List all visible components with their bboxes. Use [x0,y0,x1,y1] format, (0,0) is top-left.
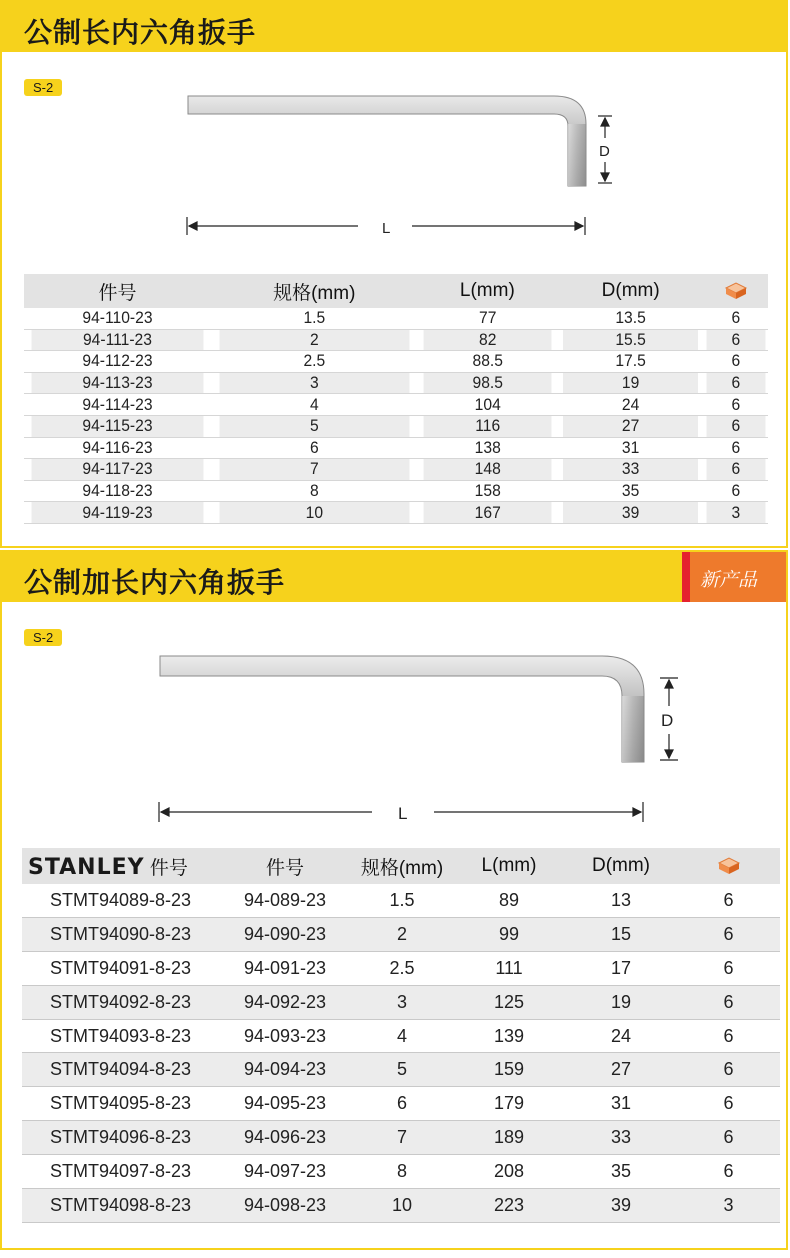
table-row [24,351,768,373]
cell-pack-qty: 6 [677,1121,780,1155]
cell-part-no: 94-094-23 [219,1053,351,1087]
cell-length: 179 [453,1087,565,1121]
cell-stanley-part-no: STMT94091-8-23 [22,951,219,985]
cell-stanley-part-no: STMT94094-8-23 [22,1053,219,1087]
col-size: 规格(mm) [351,848,453,884]
cell-d: 19 [565,985,677,1019]
cell-length: 116 [423,415,551,437]
cell-size: 5 [219,415,409,437]
cell-d: 13 [565,884,677,917]
table-row [22,951,780,985]
cell-stanley-part-no: STMT94089-8-23 [22,884,219,917]
cell-length: 99 [453,917,565,951]
new-product-label: 新产品 [700,569,758,591]
cell-part-no: 94-111-23 [31,329,203,351]
table-row [22,917,780,951]
hex-key-diagram [2,642,786,832]
table-row [24,502,768,524]
cell-size: 10 [351,1189,453,1223]
table-row [22,1019,780,1053]
cell-d: 17 [565,951,677,985]
cell-part-no: 94-112-23 [31,351,203,373]
cell-length: 89 [453,884,565,917]
cell-pack-qty: 6 [707,394,766,416]
cell-size: 2 [351,917,453,951]
cell-size: 7 [219,459,409,481]
col-pack [677,848,780,884]
cell-d: 17.5 [563,351,698,373]
table-row [24,329,768,351]
cell-stanley-part-no: STMT94090-8-23 [22,917,219,951]
cell-pack-qty: 6 [707,437,766,459]
cell-pack-qty: 6 [707,308,766,329]
table-row [24,415,768,437]
cell-d: 33 [565,1121,677,1155]
cell-stanley-part-no: STMT94096-8-23 [22,1121,219,1155]
spec-table [22,848,780,1223]
cell-stanley-part-no: STMT94095-8-23 [22,1087,219,1121]
cell-size: 4 [219,394,409,416]
cell-pack-qty: 6 [677,985,780,1019]
table-header [22,848,780,884]
cell-size: 8 [219,480,409,502]
cell-d: 24 [563,394,698,416]
cell-pack-qty: 6 [707,329,766,351]
spec-table [24,274,768,524]
cell-length: 139 [453,1019,565,1053]
cell-part-no: 94-113-23 [31,372,203,394]
cell-part-no: 94-116-23 [31,437,203,459]
section-title-bar [2,2,786,52]
cell-size: 7 [351,1121,453,1155]
cell-length: 223 [453,1189,565,1223]
cell-part-no: 94-092-23 [219,985,351,1019]
cell-stanley-part-no: STMT94097-8-23 [22,1155,219,1189]
cell-size: 2.5 [219,351,409,373]
table-row [24,480,768,502]
cell-d: 35 [563,480,698,502]
cell-pack-qty: 3 [677,1189,780,1223]
cell-pack-qty: 6 [707,415,766,437]
cell-d: 27 [565,1053,677,1087]
cell-d: 31 [565,1087,677,1121]
cell-length: 98.5 [423,372,551,394]
cell-size: 2 [219,329,409,351]
cell-pack-qty: 6 [677,951,780,985]
package-icon [717,857,741,875]
cell-d: 19 [563,372,698,394]
col-stanley-part-no [22,848,219,884]
cell-size: 6 [219,437,409,459]
cell-part-no: 94-096-23 [219,1121,351,1155]
table-row [22,884,780,917]
table-row [22,1189,780,1223]
cell-pack-qty: 6 [677,917,780,951]
table-row [22,1087,780,1121]
cell-d: 39 [565,1189,677,1223]
table-row [22,985,780,1019]
cell-part-no: 94-098-23 [219,1189,351,1223]
section-title: 公制加长内六角扳手 [24,566,286,599]
section-title: 公制长内六角扳手 [24,16,257,49]
cell-pack-qty: 6 [707,459,766,481]
table-header [24,274,768,308]
col-d: D(mm) [557,274,704,308]
cell-pack-qty: 6 [677,884,780,917]
col-length: L(mm) [453,848,565,884]
col-size: 规格(mm) [211,274,418,308]
cell-length: 104 [423,394,551,416]
table-row [24,459,768,481]
cell-d: 13.5 [563,308,698,329]
cell-part-no: 94-118-23 [31,480,203,502]
cell-part-no: 94-090-23 [219,917,351,951]
cell-length: 167 [423,502,551,524]
dimension-l-label: L [382,220,391,237]
cell-pack-qty: 6 [677,1019,780,1053]
cell-d: 15.5 [563,329,698,351]
cell-d: 39 [563,502,698,524]
cell-part-no: 94-119-23 [31,502,203,524]
cell-pack-qty: 6 [677,1087,780,1121]
cell-size: 3 [351,985,453,1019]
cell-pack-qty: 6 [677,1155,780,1189]
cell-d: 35 [565,1155,677,1189]
table-row [22,1155,780,1189]
cell-d: 33 [563,459,698,481]
cell-length: 125 [453,985,565,1019]
cell-size: 1.5 [351,884,453,917]
cell-part-no: 94-115-23 [31,415,203,437]
cell-d: 15 [565,917,677,951]
cell-part-no: 94-117-23 [31,459,203,481]
cell-size: 8 [351,1155,453,1189]
cell-part-no: 94-093-23 [219,1019,351,1053]
cell-length: 111 [453,951,565,985]
table-row [22,1121,780,1155]
cell-d: 31 [563,437,698,459]
cell-part-no: 94-095-23 [219,1087,351,1121]
cell-length: 189 [453,1121,565,1155]
cell-stanley-part-no: STMT94092-8-23 [22,985,219,1019]
col-stanley-part-no-label: 件号 [149,857,188,879]
metric-long-hex-key-section [0,0,788,548]
cell-length: 138 [423,437,551,459]
col-part-no: 件号 [24,274,211,308]
dimension-d-label: D [599,143,610,160]
new-product-tag [682,552,786,602]
cell-d: 27 [563,415,698,437]
cell-pack-qty: 6 [707,372,766,394]
cell-part-no: 94-110-23 [31,308,203,329]
col-pack [704,274,768,308]
cell-size: 10 [219,502,409,524]
col-part-no: 件号 [219,848,351,884]
col-length: L(mm) [418,274,557,308]
col-d: D(mm) [565,848,677,884]
cell-size: 6 [351,1087,453,1121]
cell-pack-qty: 6 [707,351,766,373]
cell-pack-qty: 3 [707,502,766,524]
cell-pack-qty: 6 [677,1053,780,1087]
cell-d: 24 [565,1019,677,1053]
cell-length: 82 [423,329,551,351]
stanley-logo: STANLEY [28,854,145,880]
cell-part-no: 94-097-23 [219,1155,351,1189]
cell-length: 158 [423,480,551,502]
package-icon [724,282,748,300]
cell-stanley-part-no: STMT94093-8-23 [22,1019,219,1053]
cell-length: 159 [453,1053,565,1087]
cell-size: 4 [351,1019,453,1053]
metric-extra-long-hex-key-section [0,550,788,1250]
hex-key-shape [188,96,586,186]
cell-part-no: 94-089-23 [219,884,351,917]
cell-size: 1.5 [219,308,409,329]
dimension-d-label: D [661,711,674,730]
cell-part-no: 94-091-23 [219,951,351,985]
hex-key-diagram [2,62,786,252]
table-row [22,1053,780,1087]
material-badge: S-2 [24,79,62,96]
material-badge: S-2 [24,629,62,646]
cell-pack-qty: 6 [707,480,766,502]
cell-size: 2.5 [351,951,453,985]
table-row [24,394,768,416]
table-row [24,372,768,394]
hex-key-shape [160,656,644,762]
table-row [24,308,768,329]
cell-size: 3 [219,372,409,394]
table-row [24,437,768,459]
cell-length: 77 [423,308,551,329]
dimension-l-label: L [398,804,408,823]
cell-length: 208 [453,1155,565,1189]
cell-length: 88.5 [423,351,551,373]
cell-size: 5 [351,1053,453,1087]
cell-stanley-part-no: STMT94098-8-23 [22,1189,219,1223]
cell-part-no: 94-114-23 [31,394,203,416]
section-title-bar [2,552,786,602]
cell-length: 148 [423,459,551,481]
